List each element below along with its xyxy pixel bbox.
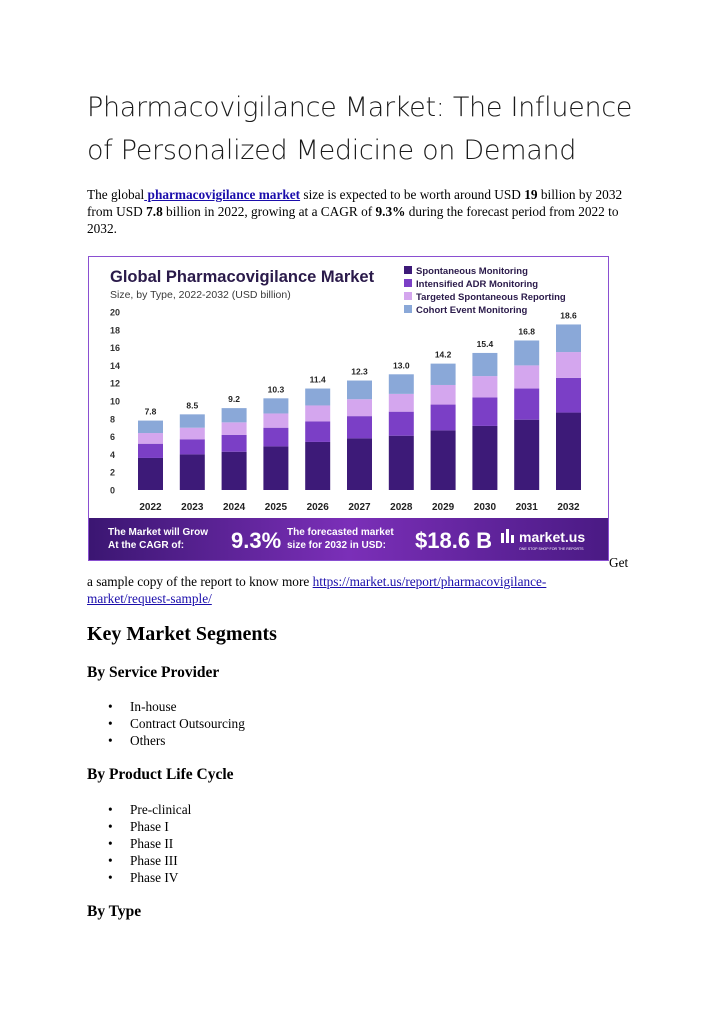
y-tick-label: 12 [110,378,121,389]
y-tick-label: 16 [110,343,121,354]
intro-text-1: The global [87,187,145,202]
y-tick-label: 4 [110,449,116,460]
banner-brand-tagline: ONE STOP SHOP FOR THE REPORTS [519,547,584,551]
x-tick-label: 2028 [390,502,413,513]
service-list [87,698,245,749]
bar-value-label: 15.4 [476,338,494,349]
bar-segment [305,421,330,441]
bar-segment [347,438,372,490]
bar-segment [263,413,288,427]
sample-link[interactable]: https://market.us/report/pharmacovigilance-market/request-sample/ [87,574,547,606]
banner-forecast-value: $18.6 B [415,528,493,553]
bar-segment [431,430,456,490]
legend-label: Intensified ADR Monitoring [416,279,539,290]
legend-swatch [404,292,412,300]
bar-segment [138,458,163,490]
intro-bold-3: 9.3% [375,204,406,219]
bar-segment [222,408,247,422]
bar-segment [556,352,581,378]
banner-forecast-line-2: size for 2032 in USD: [287,540,386,551]
x-tick-label: 2031 [515,502,538,513]
y-tick-label: 20 [110,307,121,318]
legend-label: Cohort Event Monitoring [416,305,528,316]
y-tick-label: 6 [110,432,116,443]
banner-forecast-line-1: The forecasted market [287,527,394,538]
page-title: Pharmacovigilance Market: The Influence of Personalized Medicine on Demand [87,92,633,166]
bar-segment [431,385,456,405]
market-chart-image [88,256,609,561]
x-tick-label: 2030 [473,502,497,513]
y-tick-label: 2 [110,467,116,478]
y-tick-label: 10 [110,396,121,407]
bar-segment [138,444,163,458]
list-item: • Phase IV [87,869,191,886]
list-item: • Others [87,732,245,749]
bar-segment [556,324,581,352]
intro-text-5: during the forecast period from 2022 to 2032. [87,204,619,236]
by-lifecycle-heading: By Product Life Cycle [87,766,234,783]
bar-segment [556,413,581,490]
list-item: • In-house [87,698,245,715]
lifecycle-list [87,801,191,886]
bar-value-label: 10.3 [267,384,285,395]
list-item: • Phase III [87,852,191,869]
x-tick-label: 2024 [222,502,246,513]
x-tick-label: 2026 [306,502,329,513]
sample-paragraph [87,573,627,607]
bar-value-label: 14.2 [434,349,452,360]
bar-value-label: 18.6 [560,310,577,321]
bar-segment [514,365,539,388]
bar-segment [389,394,414,412]
bar-segment [556,378,581,413]
banner-brand: market.us [519,529,586,545]
chart-subtitle: Size, by Type, 2022-2032 (USD billion) [110,289,291,301]
bar-segment [389,412,414,436]
legend-label: Spontaneous Monitoring [416,266,528,277]
list-item: • Phase I [87,818,191,835]
y-tick-label: 18 [110,325,121,336]
by-service-heading: By Service Provider [87,664,220,681]
banner-grow-line-2: At the CAGR of: [108,540,185,551]
bar-segment [347,416,372,438]
bar-segment [305,389,330,406]
bar-segment [472,426,497,490]
bar-segment [222,452,247,490]
by-type-heading: By Type [87,903,142,920]
bar-segment [472,353,497,376]
bar-value-label: 9.2 [228,394,241,405]
legend-swatch [404,279,412,287]
sample-text: a sample copy of the report to know more [87,574,313,589]
bar-segment [472,397,497,425]
bar-segment [347,381,372,400]
bar-segment [514,420,539,490]
bar-segment [180,439,205,454]
intro-text-4: billion in 2022, growing at a CAGR of [162,204,376,219]
x-tick-label: 2032 [557,502,580,513]
list-item: • Phase II [87,835,191,852]
y-tick-label: 8 [110,414,116,425]
intro-text-3: billion by 2032 from USD [87,187,623,219]
intro-bold-2: 7.8 [146,204,163,219]
bar-segment [180,454,205,490]
bar-segment [305,442,330,490]
banner-grow-line-1: The Market will Grow [108,527,209,538]
bar-value-label: 12.3 [351,366,368,377]
bar-segment [263,446,288,490]
bar-segment [138,433,163,444]
x-tick-label: 2029 [431,502,455,513]
bar-segment [347,399,372,416]
key-segments-heading: Key Market Segments [87,623,277,645]
bar-segment [305,405,330,421]
bar-value-label: 16.8 [518,326,535,337]
bar-segment [263,398,288,413]
bar-value-label: 7.8 [144,406,157,417]
list-item: • Pre-clinical [87,801,191,818]
bar-segment [180,428,205,440]
bar-segment [514,340,539,365]
intro-bold-1: 19 [524,187,538,202]
legend-swatch [404,305,412,313]
bar-segment [389,374,414,394]
y-tick-label: 14 [110,360,121,371]
bar-segment [180,414,205,427]
bar-value-label: 11.4 [309,374,326,385]
bar-value-label: 8.5 [186,400,199,411]
legend-label: Targeted Spontaneous Reporting [416,292,566,303]
bar-segment [263,428,288,447]
chart-title: Global Pharmacovigilance Market [110,268,375,286]
x-tick-label: 2022 [139,502,162,513]
legend-swatch [404,266,412,274]
intro-text-2: size is expected to be worth around USD [300,187,525,202]
y-tick-label: 0 [110,485,116,496]
banner-cagr-value: 9.3% [231,528,282,553]
bar-segment [222,422,247,434]
intro-paragraph [87,186,637,237]
bar-segment [389,436,414,490]
bar-segment [472,376,497,397]
x-tick-label: 2025 [264,502,288,513]
get-text: Get [609,555,629,570]
list-item: • Contract Outsourcing [87,715,245,732]
x-tick-label: 2023 [181,502,204,513]
bar-value-label: 13.0 [393,360,410,371]
bar-segment [431,364,456,385]
bar-segment [431,405,456,431]
bar-segment [138,421,163,433]
market-link[interactable]: pharmacovigilance market [144,187,301,202]
chart-banner [89,518,608,560]
bar-segment [514,389,539,420]
bar-segment [222,435,247,452]
x-tick-label: 2027 [348,502,371,513]
